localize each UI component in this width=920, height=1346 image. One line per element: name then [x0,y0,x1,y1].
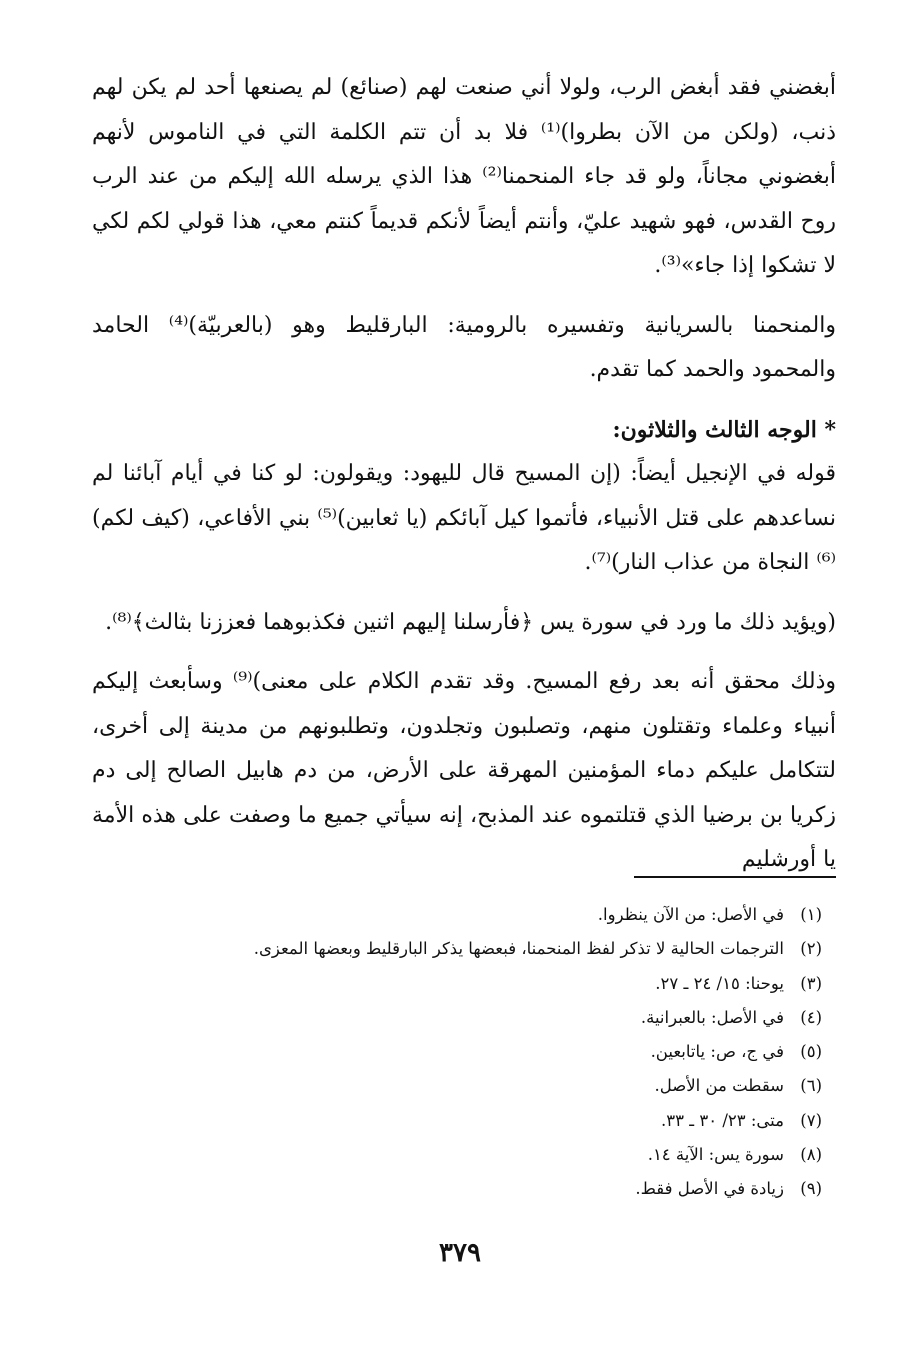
footnote-item [92,1172,822,1206]
footnote-number: (٤) [800,1007,822,1027]
paragraph-3: قوله في الإنجيل أيضاً: (إن المسيح قال لليهود: ويقولون: لو كنا في أيام آبائنا لم نساعدهم على قتل الأنبياء، فأتموا كيل آبائكم (يا ثعابين)⁽⁵⁾ بني الأفاعي، (كيف لكم)⁽⁶⁾ النجاة من عذاب النار)⁽⁷⁾. [92,461,836,575]
paragraph-4: (ويؤيد ذلك ما ورد في سورة يس ﴿فأرسلنا إليهم اثنين فكذبوهما فعززنا بثالث﴾⁽⁸⁾. [105,609,836,635]
footnote-item [92,898,822,932]
footnote-item [92,932,822,966]
footnote-text: الترجمات الحالية لا تذكر لفظ المنحمنا، فبعضها يذكر البارقليط وبعضها المعزى. [253,939,784,959]
footnote-number: (٩) [800,1179,822,1199]
footnote-number: (٧) [800,1110,822,1130]
footnote-text: سورة يس: الآية ١٤. [647,1145,784,1165]
footnote-item [92,1001,822,1035]
footnote-text: زيادة في الأصل فقط. [635,1179,784,1199]
page-number: ٣٧٩ [439,1238,481,1268]
footnote-number: (٨) [800,1145,822,1165]
footnote-item [92,967,822,1001]
section-heading: * الوجه الثالث والثلاثون: [612,416,836,443]
main-text [92,66,836,898]
footnote-separator [634,876,836,878]
paragraph-1: أبغضني فقد أبغض الرب، ولولا أني صنعت لهم (صنائع) لم يصنعها أحد لم يكن لهم ذنب، (ولكن من الآن بطروا)⁽¹⁾ فلا بد أن تتم الكلمة التي في الناموس لأنهم أبغضوني مجاناً، ولو قد جاء المنحمنا⁽²⁾ هذا الذي يرسله الله إليكم من عند الرب روح القدس، فهو شهيد عليّ، وأنتم أيضاً لأنكم قديماً كنتم معي، هذا قولي لكم لكي لا تشكوا إذا جاء»⁽³⁾. [92,75,837,278]
footnote-item [92,1104,822,1138]
footnote-item [92,1069,822,1103]
footnote-item [92,1138,822,1172]
footnote-number: (٢) [800,939,822,959]
paragraph-5: وذلك محقق أنه بعد رفع المسيح. وقد تقدم الكلام على معنى)⁽⁹⁾ وسأبعث إليكم أنبياء وعلماء وتقتلون منهم، وتصلبون وتجلدون، وتطلبونهم من مدينة إلى أخرى، لتتكامل عليكم دماء المؤمنين المهرقة على الأرض، من دم هابيل الصالح إلى دم زكريا بن برضيا الذي قتلتموه عند المذبح، إنه سيأتي جميع ما وصفت على هذه الأمة يا أورشليم [92,669,836,872]
footnote-number: (٥) [800,1042,822,1062]
footnote-item [92,1035,822,1069]
footnote-text: متى: ٢٣/ ٣٠ ـ ٣٣. [661,1110,784,1130]
footnotes-list [92,898,822,1207]
paragraph-2: والمنحمنا بالسريانية وتفسيره بالرومية: البارقليط وهو (بالعربيّة)⁽⁴⁾ الحامد والمحمود والحمد كما تقدم. [92,312,837,382]
footnote-text: في الأصل: من الآن ينظروا. [597,905,784,924]
footnote-text: في ج، ص: ياتابعين. [650,1042,784,1062]
footnote-text: في الأصل: بالعبرانية. [640,1007,784,1027]
footnote-number: (٦) [800,1076,822,1096]
footnote-text: يوحنا: ١٥/ ٢٤ ـ ٢٧. [655,973,784,993]
footnote-text: سقطت من الأصل. [654,1076,784,1096]
footnote-number: (١) [800,905,822,924]
footnote-number: (٣) [800,973,822,993]
